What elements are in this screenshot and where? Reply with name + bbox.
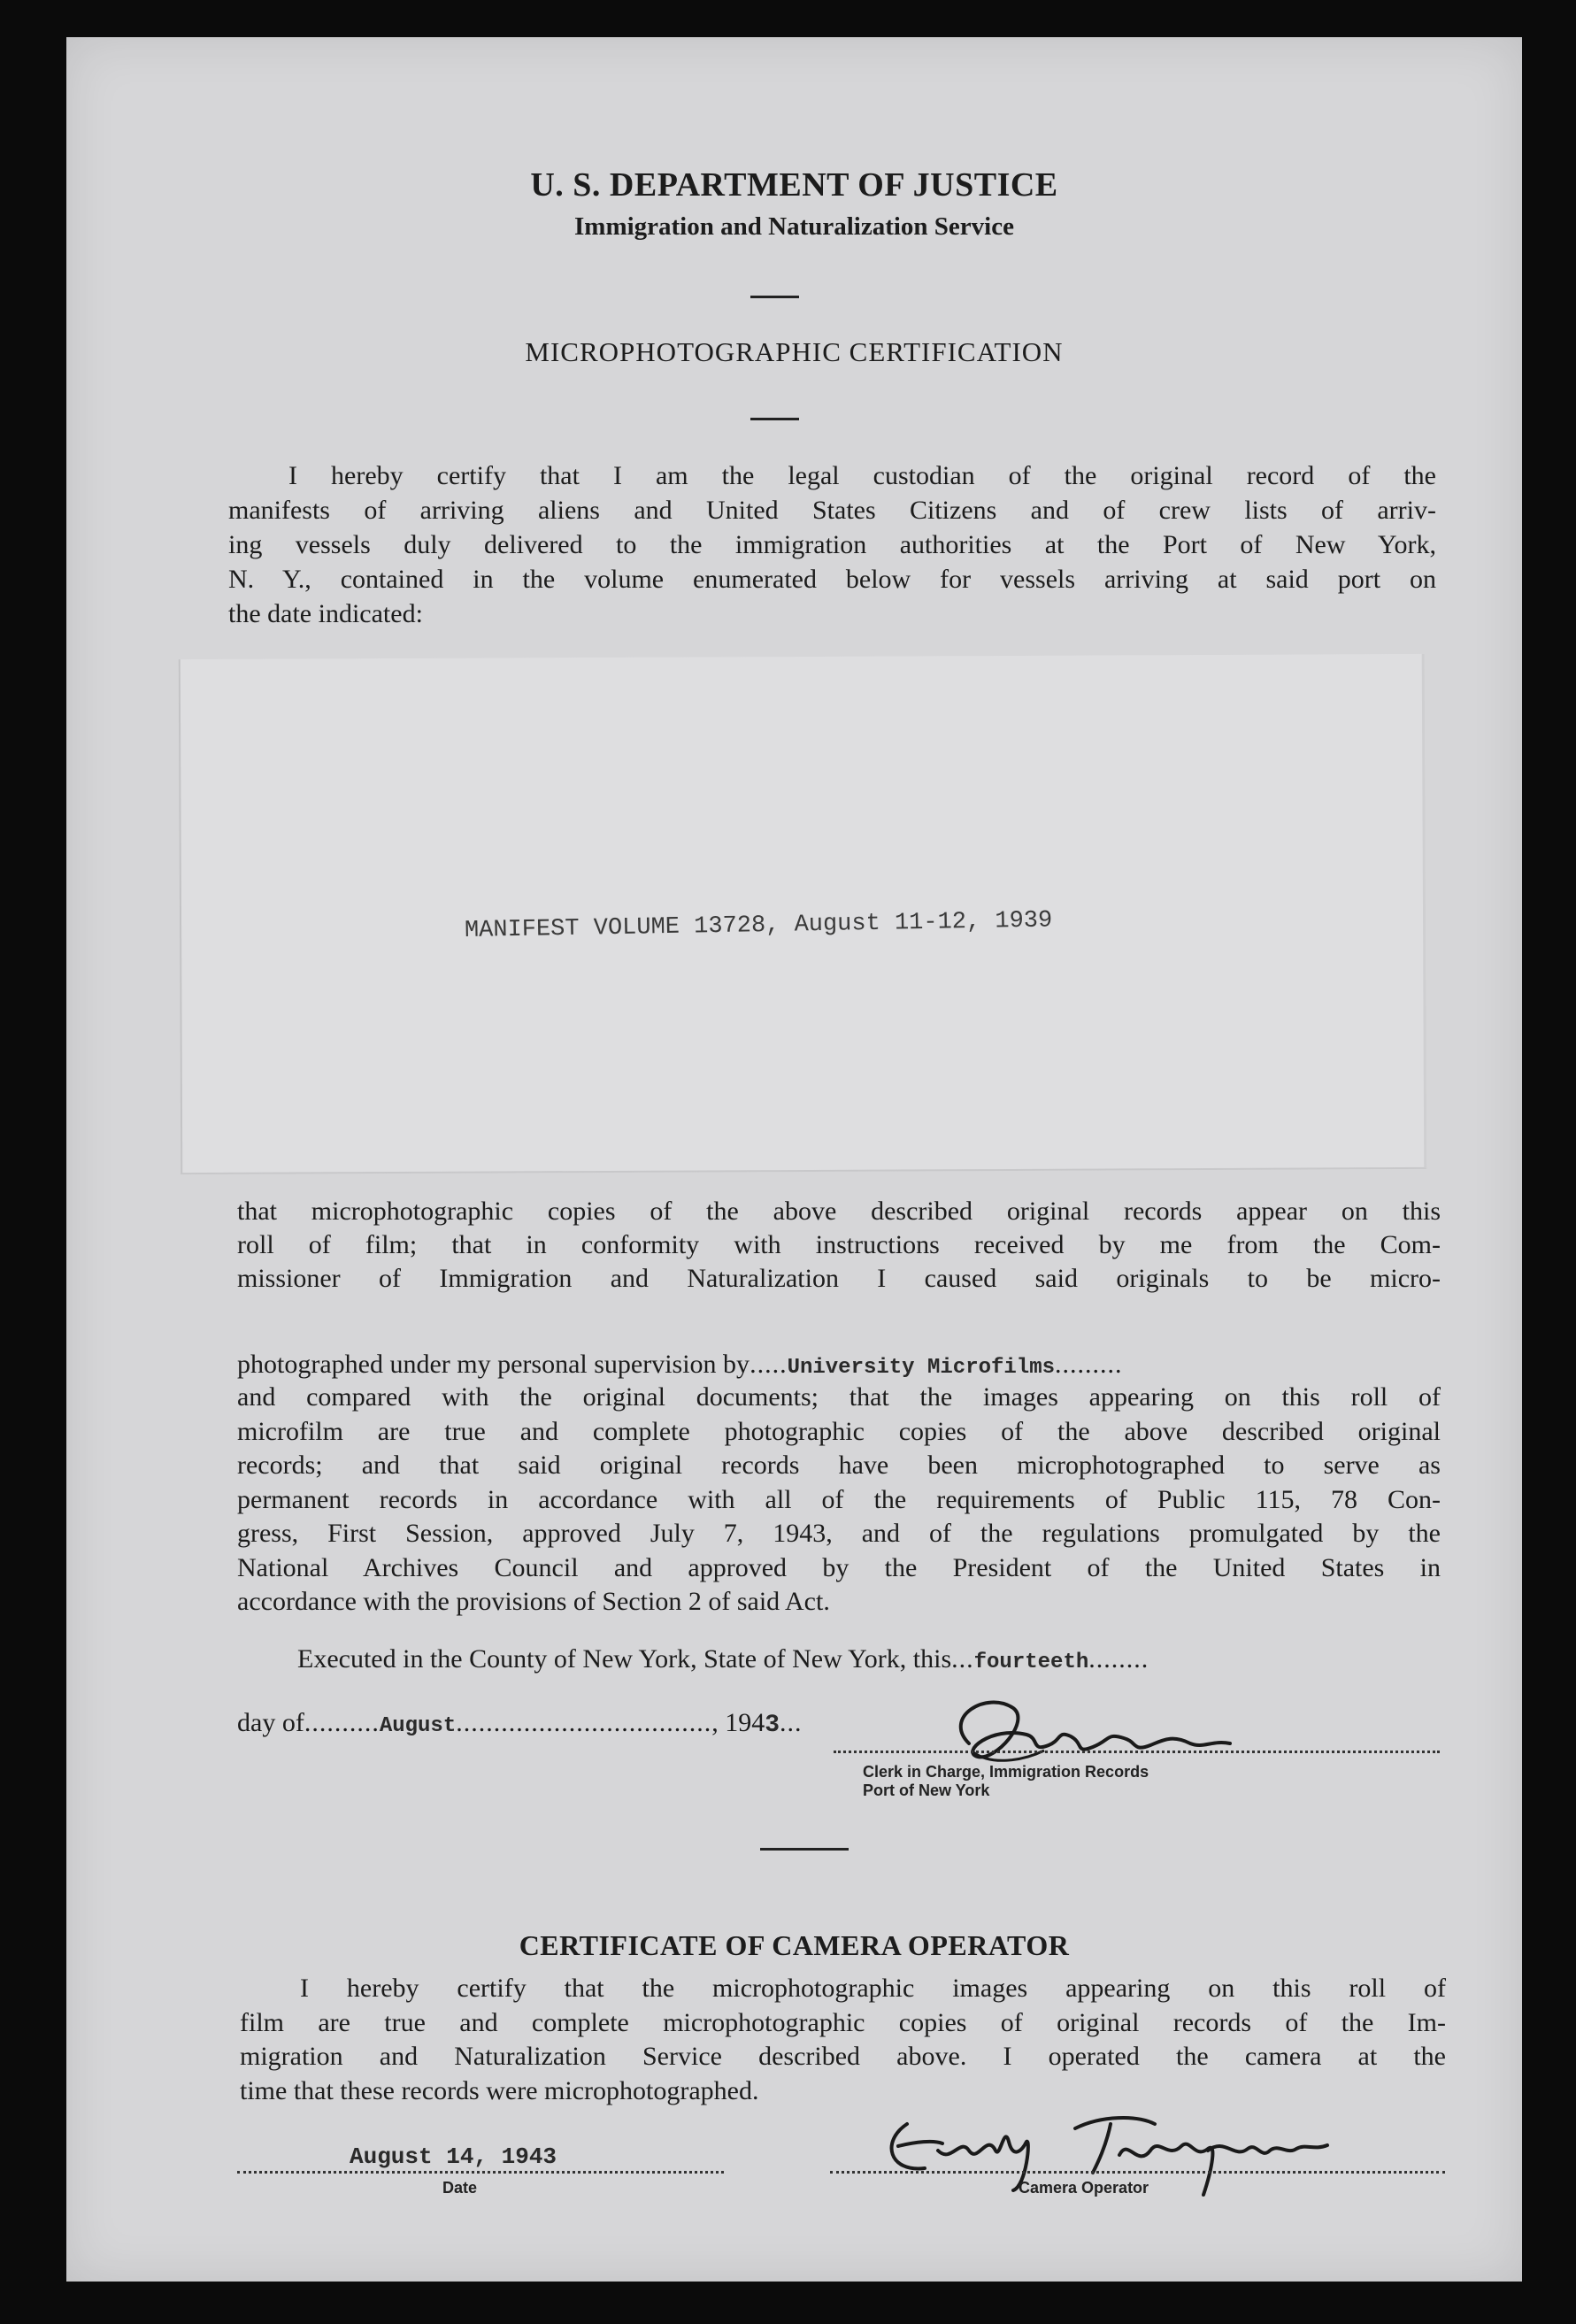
body-line: that microphotographic copies of the above described original records appear on this	[237, 1197, 1441, 1226]
camera-line: time that these records were microphotographed.	[240, 2075, 759, 2105]
body-line: gress, First Session, approved July 7, 1943, and of the regulations promulgated by the	[237, 1519, 1441, 1548]
clerk-signature-line	[834, 1751, 1440, 1753]
executed-day-value: fourteeth	[973, 1651, 1089, 1674]
certificate-page	[66, 37, 1522, 2282]
camera-paragraph	[240, 1972, 1446, 2108]
divider	[750, 296, 799, 298]
body-line: missioner of Immigration and Naturalization I caused said originals to be micro-	[237, 1264, 1441, 1293]
camera-line: I hereby certify that the microphotographic images appearing on this roll of	[300, 1974, 1446, 2003]
supervision-prefix: photographed under my personal supervision by	[237, 1350, 750, 1379]
body-paragraph	[237, 1195, 1441, 1296]
camera-certificate-title: CERTIFICATE OF CAMERA OPERATOR	[519, 1929, 1070, 1961]
body-line: and compared with the original documents; that the images appearing on this roll of	[237, 1382, 1441, 1412]
camera-line: film are true and complete microphotographic copies of original records of the Im-	[240, 2007, 1446, 2037]
body-line: microfilm are true and complete photographic copies of the above described original	[237, 1416, 1441, 1446]
camera-date-value: August 14, 1943	[350, 2143, 557, 2170]
body-paragraph-continued	[237, 1381, 1441, 1620]
divider	[750, 418, 799, 420]
body-line: National Archives Council and approved by the President of the United States in	[237, 1552, 1441, 1582]
clerk-title: Clerk in Charge, Immigration Records Port of New York	[863, 1763, 1149, 1799]
camera-operator-line	[830, 2171, 1445, 2174]
manifest-volume-text: MANIFEST VOLUME 13728, August 11-12, 1939	[464, 907, 1053, 944]
camera-line: migration and Naturalization Service described above. I operated the camera at the	[240, 2042, 1446, 2071]
department-title: U. S. DEPARTMENT OF JUSTICE	[530, 166, 1058, 204]
year-prefix: , 194	[711, 1708, 765, 1737]
body-line: permanent records in accordance with all of the requirements of Public 115, 78 Con-	[237, 1484, 1441, 1514]
executed-line: Executed in the County of New York, State of New York, this...fourteeth........	[297, 1644, 1149, 1674]
year-digit: 3	[765, 1712, 780, 1739]
intro-line: manifests of arriving aliens and United States Citizens and of crew lists of arriv-	[228, 496, 1436, 525]
department-subtitle: Immigration and Naturalization Service	[574, 212, 1014, 241]
supervision-line: photographed under my personal supervision by.....University Microfilms.........	[237, 1350, 1123, 1380]
body-line: roll of film; that in conformity with instructions received by me from the Com-	[237, 1230, 1441, 1259]
divider	[760, 1848, 849, 1851]
intro-paragraph	[228, 458, 1436, 631]
camera-date-label: Date	[442, 2179, 478, 2197]
camera-date-line	[237, 2171, 724, 2174]
certification-title: MICROPHOTOGRAPHIC CERTIFICATION	[525, 336, 1064, 367]
month-value: August	[379, 1714, 457, 1738]
camera-operator-label: Camera Operator	[1019, 2179, 1149, 2197]
intro-line: N. Y., contained in the volume enumerated below for vessels arriving at said port on	[228, 565, 1436, 594]
day-of-label: day of	[237, 1708, 304, 1737]
body-line: records; and that said original records have been microphotographed to serve as	[237, 1451, 1441, 1480]
intro-line: I hereby certify that I am the legal custodian of the original record of the	[288, 461, 1436, 490]
body-line: accordance with the provisions of Section 2 of said Act.	[237, 1587, 830, 1616]
intro-line: ing vessels duly delivered to the immigration authorities at the Port of New York,	[228, 530, 1436, 559]
supervision-by-value: University Microfilms	[787, 1356, 1056, 1380]
executed-prefix: Executed in the County of New York, State of New York, this	[297, 1644, 952, 1674]
day-of-line: day of..........August.................................., 1943...	[237, 1708, 803, 1739]
intro-line: the date indicated:	[228, 599, 423, 628]
